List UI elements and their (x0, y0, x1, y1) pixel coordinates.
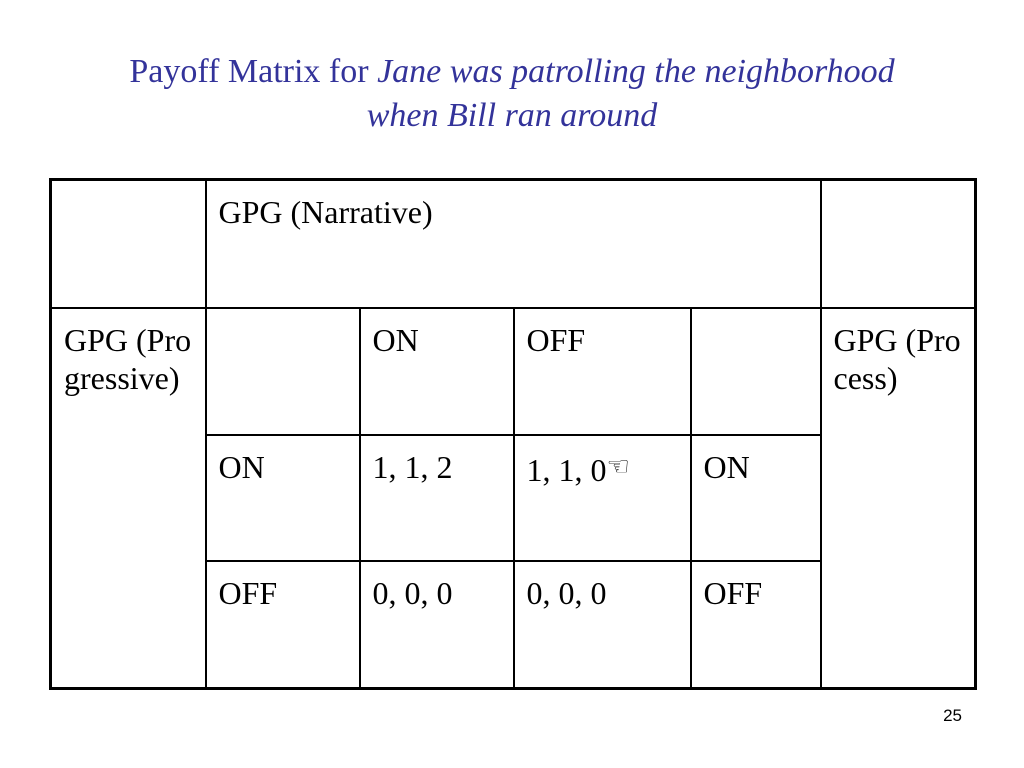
payoff-cell-marked (514, 435, 691, 561)
empty-header-cell (821, 180, 976, 308)
process-label: GPG (Process) (821, 308, 976, 689)
corner-cell (51, 180, 206, 308)
payoff-cell: 1, 1, 2 (360, 435, 514, 561)
payoff-value: 1, 1, 0 (526, 451, 607, 488)
progressive-label: GPG (Progressive) (51, 308, 206, 689)
payoff-cell: 0, 0, 0 (514, 561, 691, 689)
narrative-header: GPG (Narrative) (206, 180, 821, 308)
empty-cell (691, 308, 821, 435)
payoff-cell: 0, 0, 0 (360, 561, 514, 689)
empty-cell (206, 308, 360, 435)
col-header-off: OFF (514, 308, 691, 435)
title-line1: Jane was patrolling the neighborhood (377, 53, 895, 90)
process-value-off: OFF (691, 561, 821, 689)
title-prefix: Payoff Matrix for (129, 53, 378, 90)
row-label-on: ON (206, 435, 360, 561)
matrix-header-row (51, 180, 976, 308)
slide-number: 25 (943, 706, 962, 725)
matrix-col-header-row (51, 308, 976, 435)
title-line2: when Bill ran around (366, 97, 658, 134)
process-value-on: ON (691, 435, 821, 561)
payoff-matrix (49, 178, 977, 690)
row-label-off: OFF (206, 561, 360, 689)
pointing-hand-icon: ☜ (606, 451, 630, 481)
slide-title (0, 50, 1024, 138)
col-header-on: ON (360, 308, 514, 435)
